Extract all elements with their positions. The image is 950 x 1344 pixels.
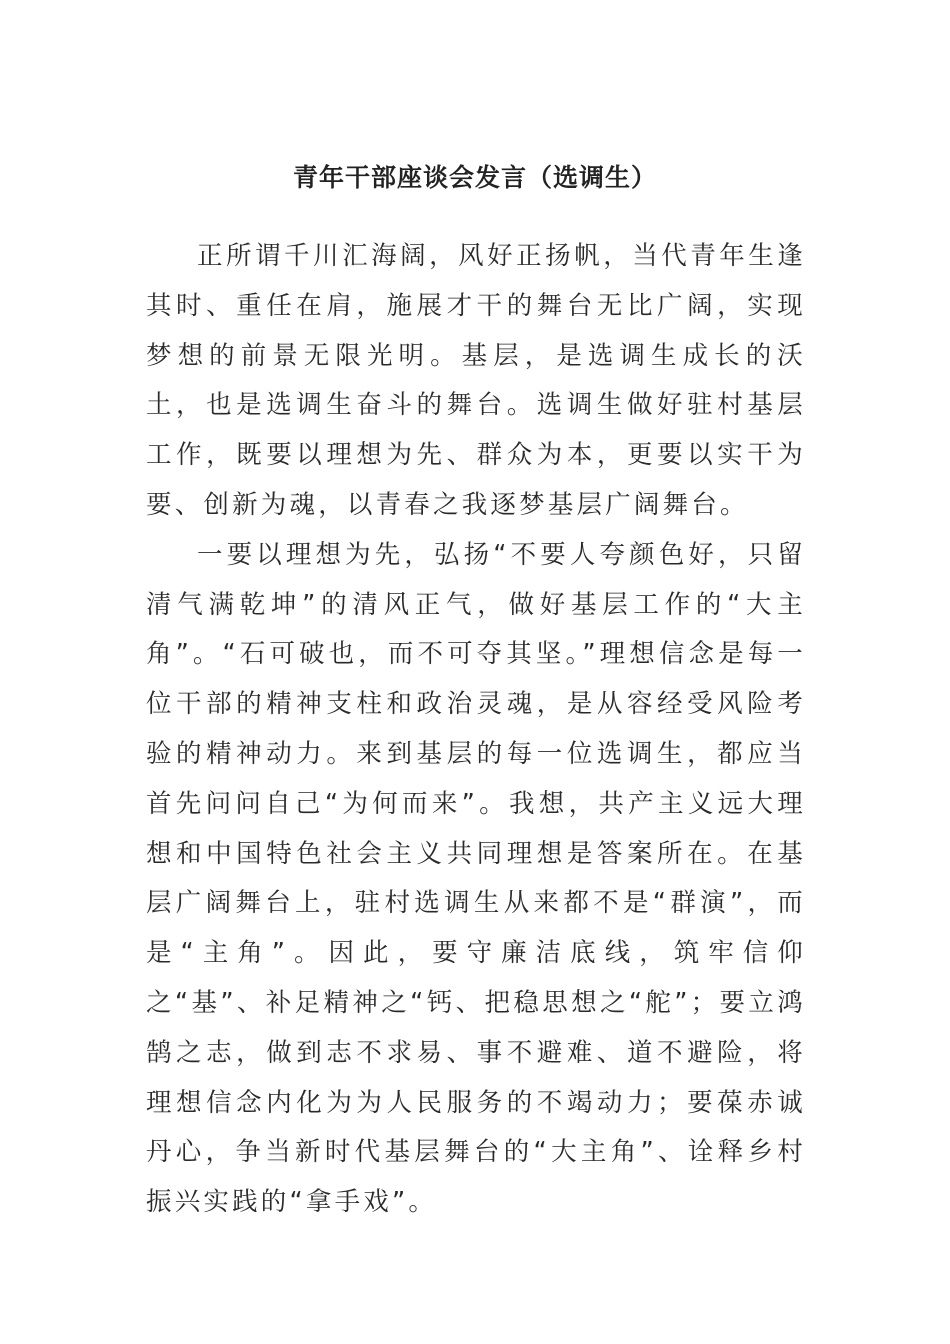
document-body (146, 232, 806, 1228)
paragraph-ideals: 一要以理想为先，弘扬“不要人夸颜色好，只留清气满乾坤”的清风正气，做好基层工作的“大主角”。“石可破也，而不可夺其坚。”理想信念是每一位干部的精神支柱和政治灵魂，是从容经受风险考验的精神动力。来到基层的每一位选调生，都应当首先问问自己“为何而来”。我想，共产主义远大理想和中国特色社会主义共同理想是答案所在。在基层广阔舞台上，驻村选调生从来都不是“群演”，而是“主角”。因此，要守廉洁底线，筑牢信仰之“基”、补足精神之“钙、把稳思想之“舵”；要立鸿鹄之志，做到志不求易、事不避难、道不避险，将理想信念内化为为人民服务的不竭动力；要葆赤诚丹心，争当新时代基层舞台的“大主角”、诠释乡村振兴实践的“拿手戏”。 (146, 539, 806, 1218)
paragraph-intro: 正所谓千川汇海阔，风好正扬帆，当代青年生逢其时、重任在肩，施展才干的舞台无比广阔，实现梦想的前景无限光明。基层，是选调生成长的沃土，也是选调生奋斗的舞台。选调生做好驻村基层工作，既要以理想为先、群众为本，更要以实干为要、创新为魂，以青春之我逐梦基层广阔舞台。 (146, 241, 806, 520)
document-title: 青年干部座谈会发言（选调生） (292, 163, 657, 192)
